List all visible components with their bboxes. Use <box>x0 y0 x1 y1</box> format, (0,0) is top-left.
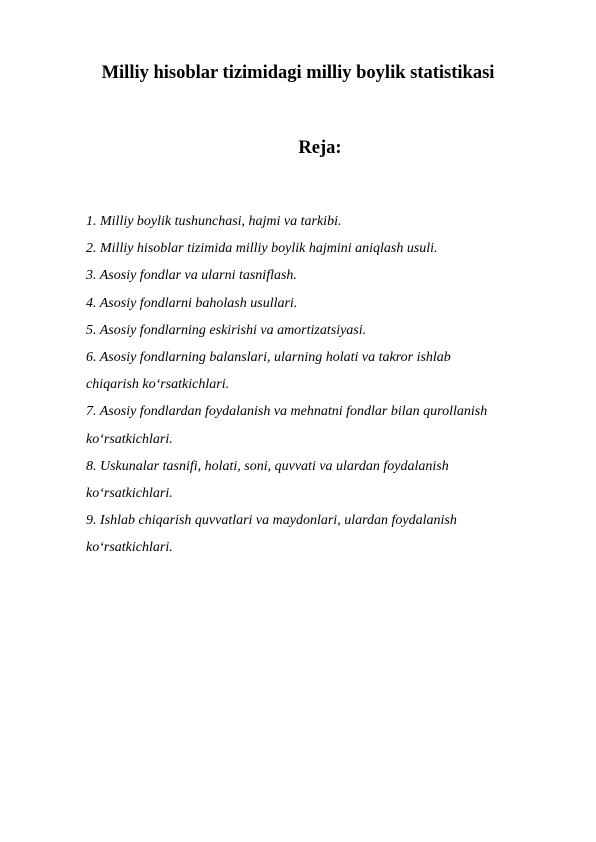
document-title: Milliy hisoblar tizimidagi milliy boylik statistikasi <box>101 63 495 83</box>
plan-list <box>86 208 556 562</box>
plan-line: chiqarish koʻrsatkichlari. <box>86 377 230 393</box>
plan-line: 2. Milliy hisoblar tizimida milliy boylik hajmini aniqlash usuli. <box>86 241 438 257</box>
plan-line: 5. Asosiy fondlarning eskirishi va amortizatsiyasi. <box>86 322 367 338</box>
plan-line: koʻrsatkichlari. <box>86 540 173 556</box>
plan-line: 7. Asosiy fondlardan foydalanish va mehnatni fondlar bilan qurollanish <box>86 404 488 420</box>
plan-line: 1. Milliy boylik tushunchasi, hajmi va tarkibi. <box>86 214 342 229</box>
plan-line: 8. Uskunalar tasnifi, holati, soni, quvvati va ulardan foydalanish <box>86 458 449 474</box>
plan-line: koʻrsatkichlari. <box>86 431 173 447</box>
plan-heading: Reja: <box>298 138 342 158</box>
plan-line: 3. Asosiy fondlar va ularni tasniflash. <box>86 268 297 284</box>
plan-line: 9. Ishlab chiqarish quvvatlari va maydonlari, ulardan foydalanish <box>86 513 457 529</box>
plan-line: koʻrsatkichlari. <box>86 486 173 502</box>
plan-line: 6. Asosiy fondlarning balanslari, ularning holati va takror ishlab <box>86 350 451 366</box>
plan-line: 4. Asosiy fondlarni baholash usullari. <box>86 295 298 311</box>
